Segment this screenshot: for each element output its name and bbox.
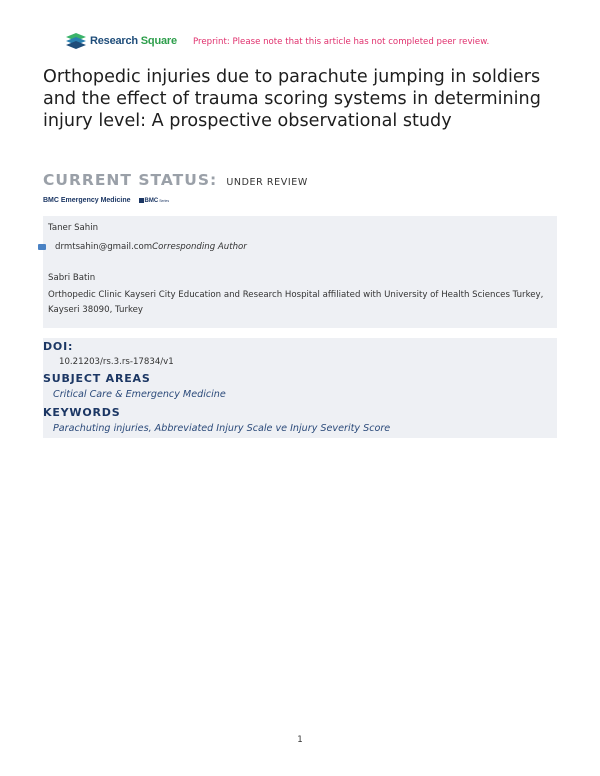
journal-name: BMC Emergency Medicine — [43, 197, 131, 204]
status-value: UNDER REVIEW — [226, 177, 308, 188]
keywords-value: Parachuting injuries, Abbreviated Injury Scale ve Injury Severity Score — [53, 423, 391, 434]
status-label: CURRENT STATUS: — [43, 171, 218, 189]
current-status — [43, 170, 308, 189]
journal-branding — [43, 197, 169, 204]
preprint-notice: Preprint: Please note that this article has not completed peer review. — [193, 37, 490, 47]
bmc-series-logo: BMC Series — [139, 198, 170, 204]
email-link[interactable]: drmtsahin@gmail.com — [55, 242, 153, 252]
metadata-box — [43, 338, 557, 438]
author-name: Taner Sahin — [48, 223, 99, 233]
subject-areas-label: SUBJECT AREAS — [43, 372, 151, 385]
bmc-mark-icon — [139, 198, 144, 203]
author-email — [55, 242, 247, 252]
page-number: 1 — [297, 735, 303, 745]
author-name: Sabri Batin — [48, 273, 96, 283]
research-square-logo-icon — [66, 33, 86, 49]
doi-link[interactable]: 10.21203/rs.3.rs-17834/v1 — [59, 357, 174, 367]
paper-title: Orthopedic injuries due to parachute jumping in soldiers and the effect of trauma scoring systems in determining injury level: A prospective observational study — [43, 67, 541, 131]
logo-text: Research Square — [90, 35, 177, 47]
page-header — [66, 33, 560, 55]
subject-area-link[interactable]: Critical Care & Emergency Medicine — [53, 389, 226, 400]
research-square-logo[interactable] — [66, 33, 177, 49]
authors-box — [43, 216, 557, 328]
mail-icon[interactable] — [38, 244, 46, 250]
keywords-label: KEYWORDS — [43, 406, 121, 419]
corresponding-author-label: Corresponding Author — [152, 242, 247, 252]
author-affiliation: Orthopedic Clinic Kayseri City Education and Research Hospital affiliated with University of Health Sciences Turkey, Kayseri 38090, Turkey — [48, 290, 544, 315]
doi-label: DOI: — [43, 340, 74, 353]
